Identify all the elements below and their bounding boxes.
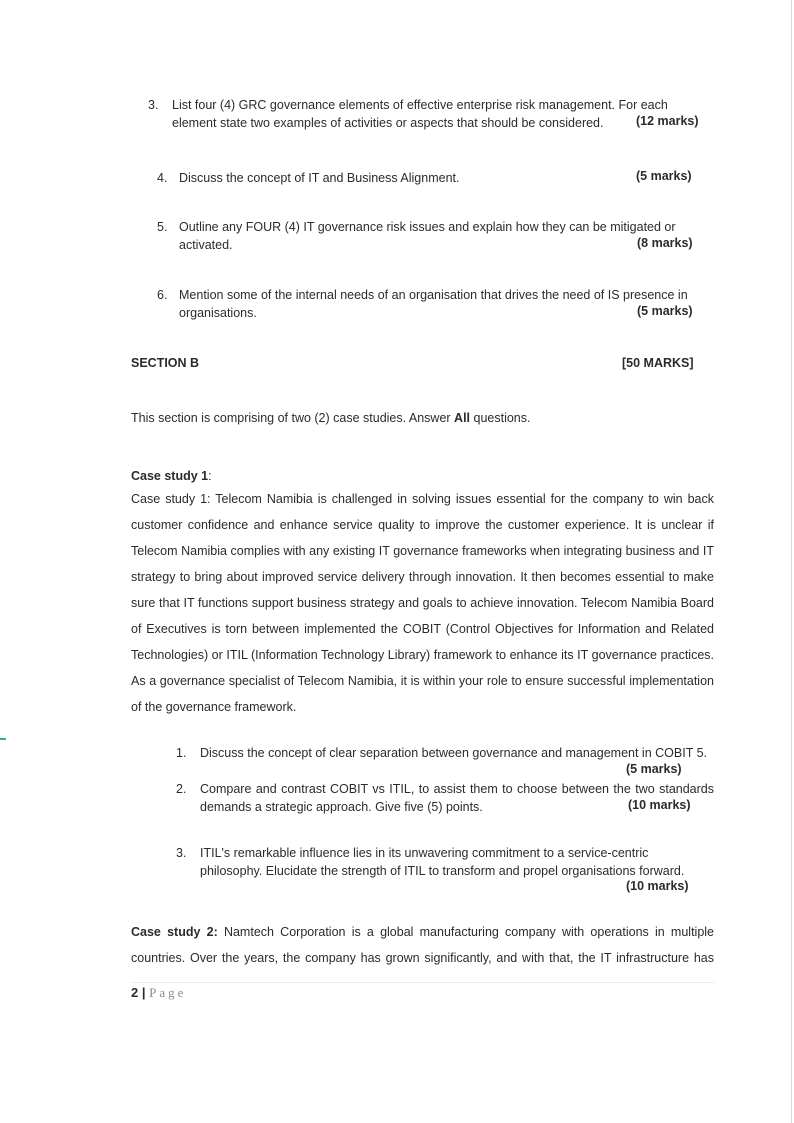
case-study-2-paragraph: Case study 2: Namtech Corporation is a global manufacturing company with operations in multiple countries. Over the years, the company has grown significantly, and with that, the IT infrastructure has [131,925,714,965]
question-number: 6. [157,288,168,302]
question-marks: (5 marks) [637,304,693,318]
page-number: 2 [131,985,139,1000]
question-marks: (10 marks) [626,879,689,893]
case-study-2-heading: Case study 2: [131,925,218,939]
question-number: 1. [176,746,187,760]
case-study-1-heading: Case study 1: [131,469,212,483]
question-number: 5. [157,220,168,234]
question-number: 3. [148,98,159,112]
question-marks: (8 marks) [637,236,693,250]
section-b-intro: This section is comprising of two (2) case studies. Answer All questions. [131,411,531,425]
margin-mark [0,738,6,740]
page-separator: | [141,985,146,1000]
question-text: Outline any FOUR (4) IT governance risk issues and explain how they can be mitigated or activated. [179,220,676,252]
case-study-1-paragraph: Case study 1: Telecom Namibia is challenged in solving issues essential for the company to win back customer confidence and enhance service quality to improve the customer experience. It is unclear if Telecom Namibia complies with any existing IT governance frameworks when integrating business and IT strategy to bring about improved service delivery through innovation. It then becomes essential to make sure that IT functions support business strategy and goals to achieve innovation. Telecom Namibia Board of Executives is torn between implemented the COBIT (Control Objectives for Information and Related Technologies) or ITIL (Information Technology Library) framework to enhance its IT governance practices. As a governance specialist of Telecom Namibia, it is within your role to ensure successful implementation of the governance framework. [131,492,714,714]
section-b-marks: [50 MARKS] [622,356,694,370]
page-label: Page [149,985,187,1000]
page-edge-line [791,0,792,1123]
question-number: 2. [176,782,187,796]
section-b-title: SECTION B [131,356,200,370]
question-text: Discuss the concept of IT and Business Alignment. [179,171,460,185]
question-text: Compare and contrast COBIT vs ITIL, to assist them to choose between the two standards demands a strategic approach. Give five (5) points. [200,782,714,814]
question-marks: (10 marks) [628,798,691,812]
question-marks: (5 marks) [626,762,682,776]
question-number: 4. [157,171,168,185]
question-number: 3. [176,846,187,860]
footer-divider [131,982,714,983]
question-marks: (5 marks) [636,169,692,183]
question-text: List four (4) GRC governance elements of effective enterprise risk management. For each element state two examples of activities or aspects that should be considered. [172,98,668,130]
page-footer [131,985,186,1001]
question-text: ITIL's remarkable influence lies in its unwavering commitment to a service-centric philosophy. Elucidate the strength of ITIL to transform and propel organisations forward. [200,846,685,878]
question-text: Discuss the concept of clear separation between governance and management in COBIT 5. [200,746,708,760]
question-text: Mention some of the internal needs of an organisation that drives the need of IS presence in organisations. [179,288,688,320]
question-marks: (12 marks) [636,114,699,128]
